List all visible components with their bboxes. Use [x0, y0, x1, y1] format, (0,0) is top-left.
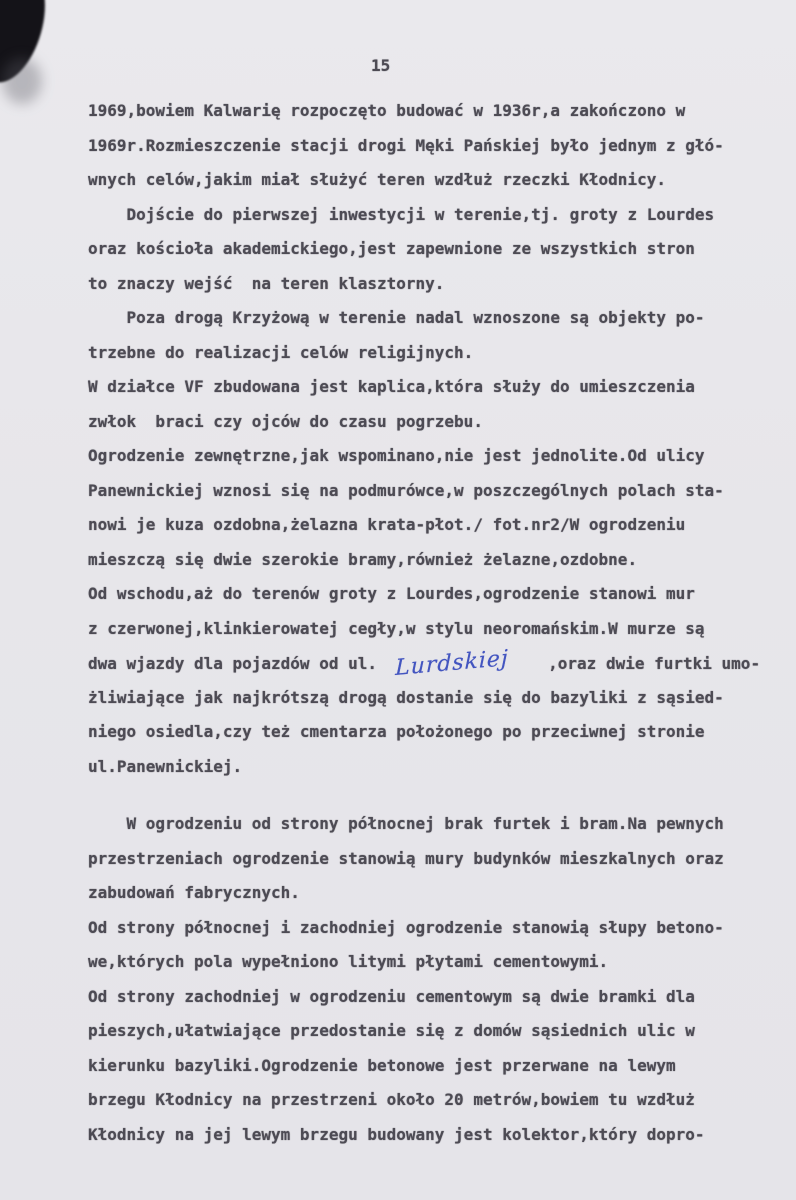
text-line: 1969r.Rozmieszczenie stacji drogi Męki Pańskiej było jednym z głó-	[88, 135, 724, 155]
typewritten-text-block	[88, 94, 761, 1152]
text-line: pieszych,ułatwiające przedostanie się z domów sąsiednich ulic w	[88, 1021, 695, 1040]
text-line: 1969,bowiem Kalwarię rozpoczęto budować w 1936r,a zakończono w	[88, 101, 686, 120]
text-line: W działce VF zbudowana jest kaplica,która służy do umieszczenia	[88, 377, 695, 396]
text-line: Od wschodu,aż do terenów groty z Lourdes,ogrodzenie stanowi mur	[88, 584, 695, 603]
text-line: zwłok braci czy ojców do czasu pogrzebu.	[88, 411, 483, 431]
scan-smudge-artifact	[2, 58, 42, 104]
text-line: żliwiające jak najkrótszą drogą dostanie się do bazyliki z sąsied-	[88, 687, 724, 707]
text-line: we,których pola wypełniono litymi płytami cementowymi.	[88, 952, 609, 971]
text-line: W ogrodzeniu od strony północnej brak furtek i bram.Na pewnych	[88, 814, 724, 833]
text-line: Poza drogą Krzyżową w terenie nadal wznoszone są objekty po-	[88, 308, 705, 327]
text-line: Od strony zachodniej w ogrodzeniu cementowym są dwie bramki dla	[88, 986, 695, 1006]
text-line: z czerwonej,klinkierowatej cegły,w stylu neoromańskim.W murze są	[88, 618, 705, 638]
text-line: brzegu Kłodnicy na przestrzeni około 20 metrów,bowiem tu wzdłuż	[88, 1090, 695, 1109]
text-line: Ogrodzenie zewnętrzne,jak wspominano,nie jest jednolite.Od ulicy	[88, 446, 705, 465]
text-line: oraz kościoła akademickiego,jest zapewnione ze wszystkich stron	[88, 239, 695, 258]
text-line: trzebne do realizacji celów religijnych.	[88, 342, 474, 362]
text-line: Od strony północnej i zachodniej ogrodzenie stanowią słupy betono-	[88, 917, 724, 937]
text-line: Dojście do pierwszej inwestycji w terenie,tj. groty z Lourdes	[88, 204, 715, 224]
text-line: Panewnickiej wznosi się na podmurówce,w poszczególnych polach sta-	[88, 480, 724, 500]
text-line: mieszczą się dwie szerokie bramy,również żelazne,ozdobne.	[88, 549, 638, 569]
text-line	[88, 645, 761, 682]
text-line: nowi je kuza ozdobna,żelazna krata-płot./ fot.nr2/W ogrodzeniu	[88, 515, 686, 534]
text-line: wnych celów,jakim miał służyć teren wzdłuż rzeczki Kłodnicy.	[88, 170, 666, 189]
text-line: Kłodnicy na jej lewym brzegu budowany jest kolektor,który dopro-	[88, 1124, 705, 1144]
text-line: ul.Panewnickiej.	[88, 756, 243, 776]
text-line: kierunku bazyliki.Ogrodzenie betonowe jest przerwane na lewym	[88, 1055, 676, 1075]
text-line: zabudowań fabrycznych.	[88, 883, 300, 902]
text-segment: ,oraz dwie furtki umo-	[538, 654, 761, 673]
text-line: to znaczy wejść na teren klasztorny.	[88, 273, 445, 293]
page-number: 15	[371, 56, 391, 75]
text-segment: dwa wjazdy dla pojazdów od ul.	[88, 654, 387, 673]
text-line: niego osiedla,czy też cmentarza położonego po przeciwnej stronie	[88, 722, 705, 741]
handwritten-annotation: Lurdskiej	[394, 645, 509, 682]
text-line: przestrzeniach ogrodzenie stanowią mury budynków mieszkalnych oraz	[88, 848, 724, 868]
